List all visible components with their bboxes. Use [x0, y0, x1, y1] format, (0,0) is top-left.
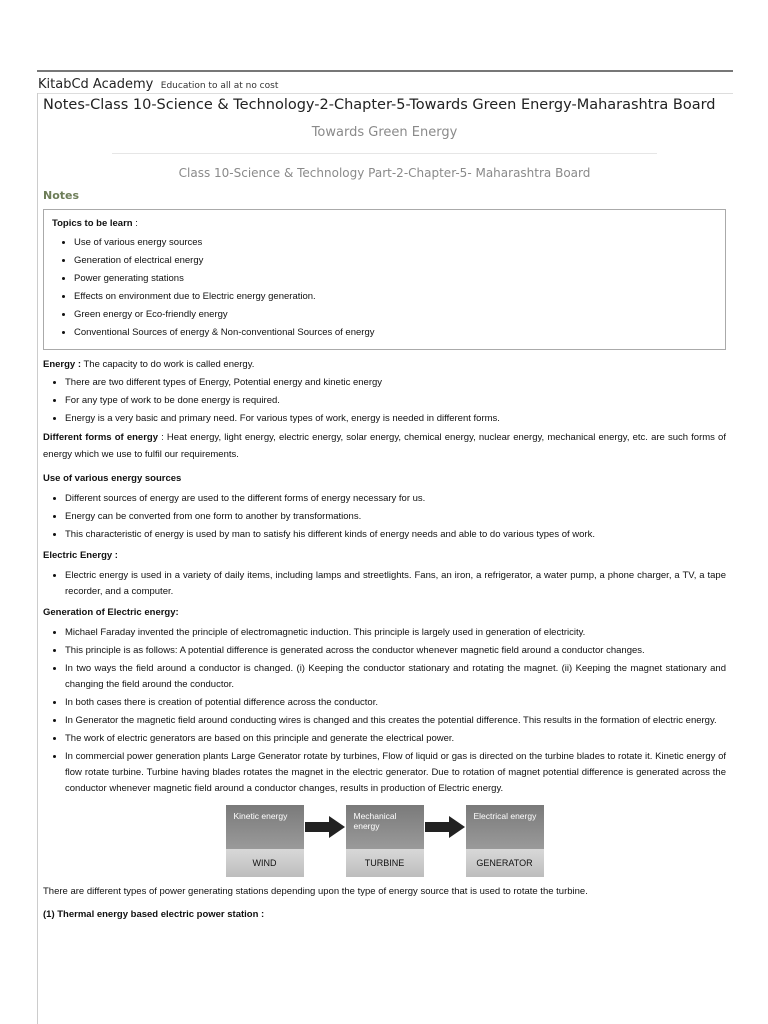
list-item: • This characteristic of energy is used by man to satisfy his different kinds of energy needs and able to do various types of work. [65, 527, 726, 543]
topics-heading [52, 218, 718, 229]
topics-heading-text: Topics to be learn [52, 218, 133, 229]
diagram-block-bottom: TURBINE [346, 849, 424, 877]
list-item: • Power generating stations [74, 273, 718, 285]
diagram-block-top: Kinetic energy [226, 805, 304, 849]
list-item: • Generation of electrical energy [74, 255, 718, 267]
list-item: • Energy can be converted from one form to another by transformations. [65, 509, 726, 525]
left-border [37, 93, 38, 1024]
forms-paragraph [43, 429, 726, 463]
energy-definition-text: The capacity to do work is called energy. [81, 359, 255, 370]
divider [112, 153, 657, 154]
topics-heading-sep: : [132, 218, 138, 229]
diagram-block-top: Electrical energy [466, 805, 544, 849]
thermal-heading: (1) Thermal energy based electric power station : [43, 909, 265, 920]
diagram-block-bottom: GENERATOR [466, 849, 544, 877]
electric-heading: Electric Energy : [43, 550, 118, 561]
diagram-block-bottom: WIND [226, 849, 304, 877]
energy-definition [43, 356, 726, 373]
list-item: • Electric energy is used in a variety of daily items, including lamps and streetlights. Fans, an iron, a refrigerator, a water pump, a phone charger, a TV, a tape recorder, and a computer. [65, 568, 726, 600]
electric-list [43, 568, 726, 600]
generation-heading: Generation of Electric energy: [43, 607, 179, 618]
stations-paragraph: There are different types of power generating stations depending upon the type of energy source that is used to rotate the turbine. [43, 886, 588, 897]
list-item: • Energy is a very basic and primary need. For various types of work, energy is needed in different forms. [65, 411, 726, 427]
site-header [38, 75, 733, 94]
topics-box [43, 209, 726, 350]
list-item: • There are two different types of Energy, Potential energy and kinetic energy [65, 375, 726, 391]
list-item: • This principle is as follows: A potential difference is generated across the conductor whenever magnetic field around a conductor changes. [65, 643, 726, 659]
energy-conversion-diagram [43, 805, 726, 877]
diagram-block-generator [466, 805, 544, 877]
chapter-subtitle: Class 10-Science & Technology Part-2-Chapter-5- Maharashtra Board [178, 166, 591, 180]
sources-list [43, 491, 726, 543]
diagram-block-top: Mechanical energy [346, 805, 424, 849]
site-brand[interactable]: KitabCd Academy [38, 77, 154, 92]
list-item: • Green energy or Eco-friendly energy [74, 309, 718, 321]
generation-list [43, 625, 726, 797]
list-item: • For any type of work to be done energy is required. [65, 393, 726, 409]
sources-heading: Use of various energy sources [43, 473, 182, 484]
list-item: • The work of electric generators are based on this principle and generate the electrical power. [65, 731, 726, 747]
top-border [37, 70, 733, 72]
article [43, 98, 726, 923]
list-item: • Michael Faraday invented the principle of electromagnetic induction. This principle is largely used in generation of electricity. [65, 625, 726, 641]
notes-heading: Notes [43, 189, 80, 202]
list-item: • In two ways the field around a conductor is changed. (i) Keeping the conductor stationary and rotating the magnet. (ii) Keeping the magnet stationary and changing the field around the conductor. [65, 661, 726, 693]
list-item: • Effects on environment due to Electric energy generation. [74, 291, 718, 303]
page-title: Notes-Class 10-Science & Technology-2-Chapter-5-Towards Green Energy-Maharashtra Board [43, 97, 716, 113]
forms-term: Different forms of energy [43, 432, 158, 443]
diagram-block-turbine [346, 805, 424, 877]
forms-text: : Heat energy, light energy, electric energy, solar energy, chemical energy, nuclear energy, mechanical energy, etc. are such forms of energy which we use to fulfil our requirements. [43, 432, 726, 460]
list-item: • In Generator the magnetic field around conducting wires is changed and this creates the potential difference. This results in the formation of electric energy. [65, 713, 726, 729]
energy-list [43, 375, 726, 427]
arrow-right-icon [424, 805, 466, 849]
site-tagline: Education to all at no cost [160, 81, 279, 91]
diagram-block-wind [226, 805, 304, 877]
list-item: • In commercial power generation plants Large Generator rotate by turbines, Flow of liquid or gas is directed on the turbine blades to rotate it. Kinetic energy of flow rotate turbine. Turbine having blades rotates the magnet in the electric generator. Due to rotation of magnet potential difference is generated across the conductor whenever magnetic field around a conductor changes, results in production of Electric energy. [65, 749, 726, 797]
list-item: • In both cases there is creation of potential difference across the conductor. [65, 695, 726, 711]
list-item: • Use of various energy sources [74, 237, 718, 249]
list-item: • Different sources of energy are used to the different forms of energy necessary for us. [65, 491, 726, 507]
list-item: • Conventional Sources of energy & Non-conventional Sources of energy [74, 327, 718, 339]
topics-list [52, 237, 718, 339]
energy-term: Energy : [43, 359, 82, 370]
arrow-right-icon [304, 805, 346, 849]
chapter-title: Towards Green Energy [311, 125, 458, 140]
